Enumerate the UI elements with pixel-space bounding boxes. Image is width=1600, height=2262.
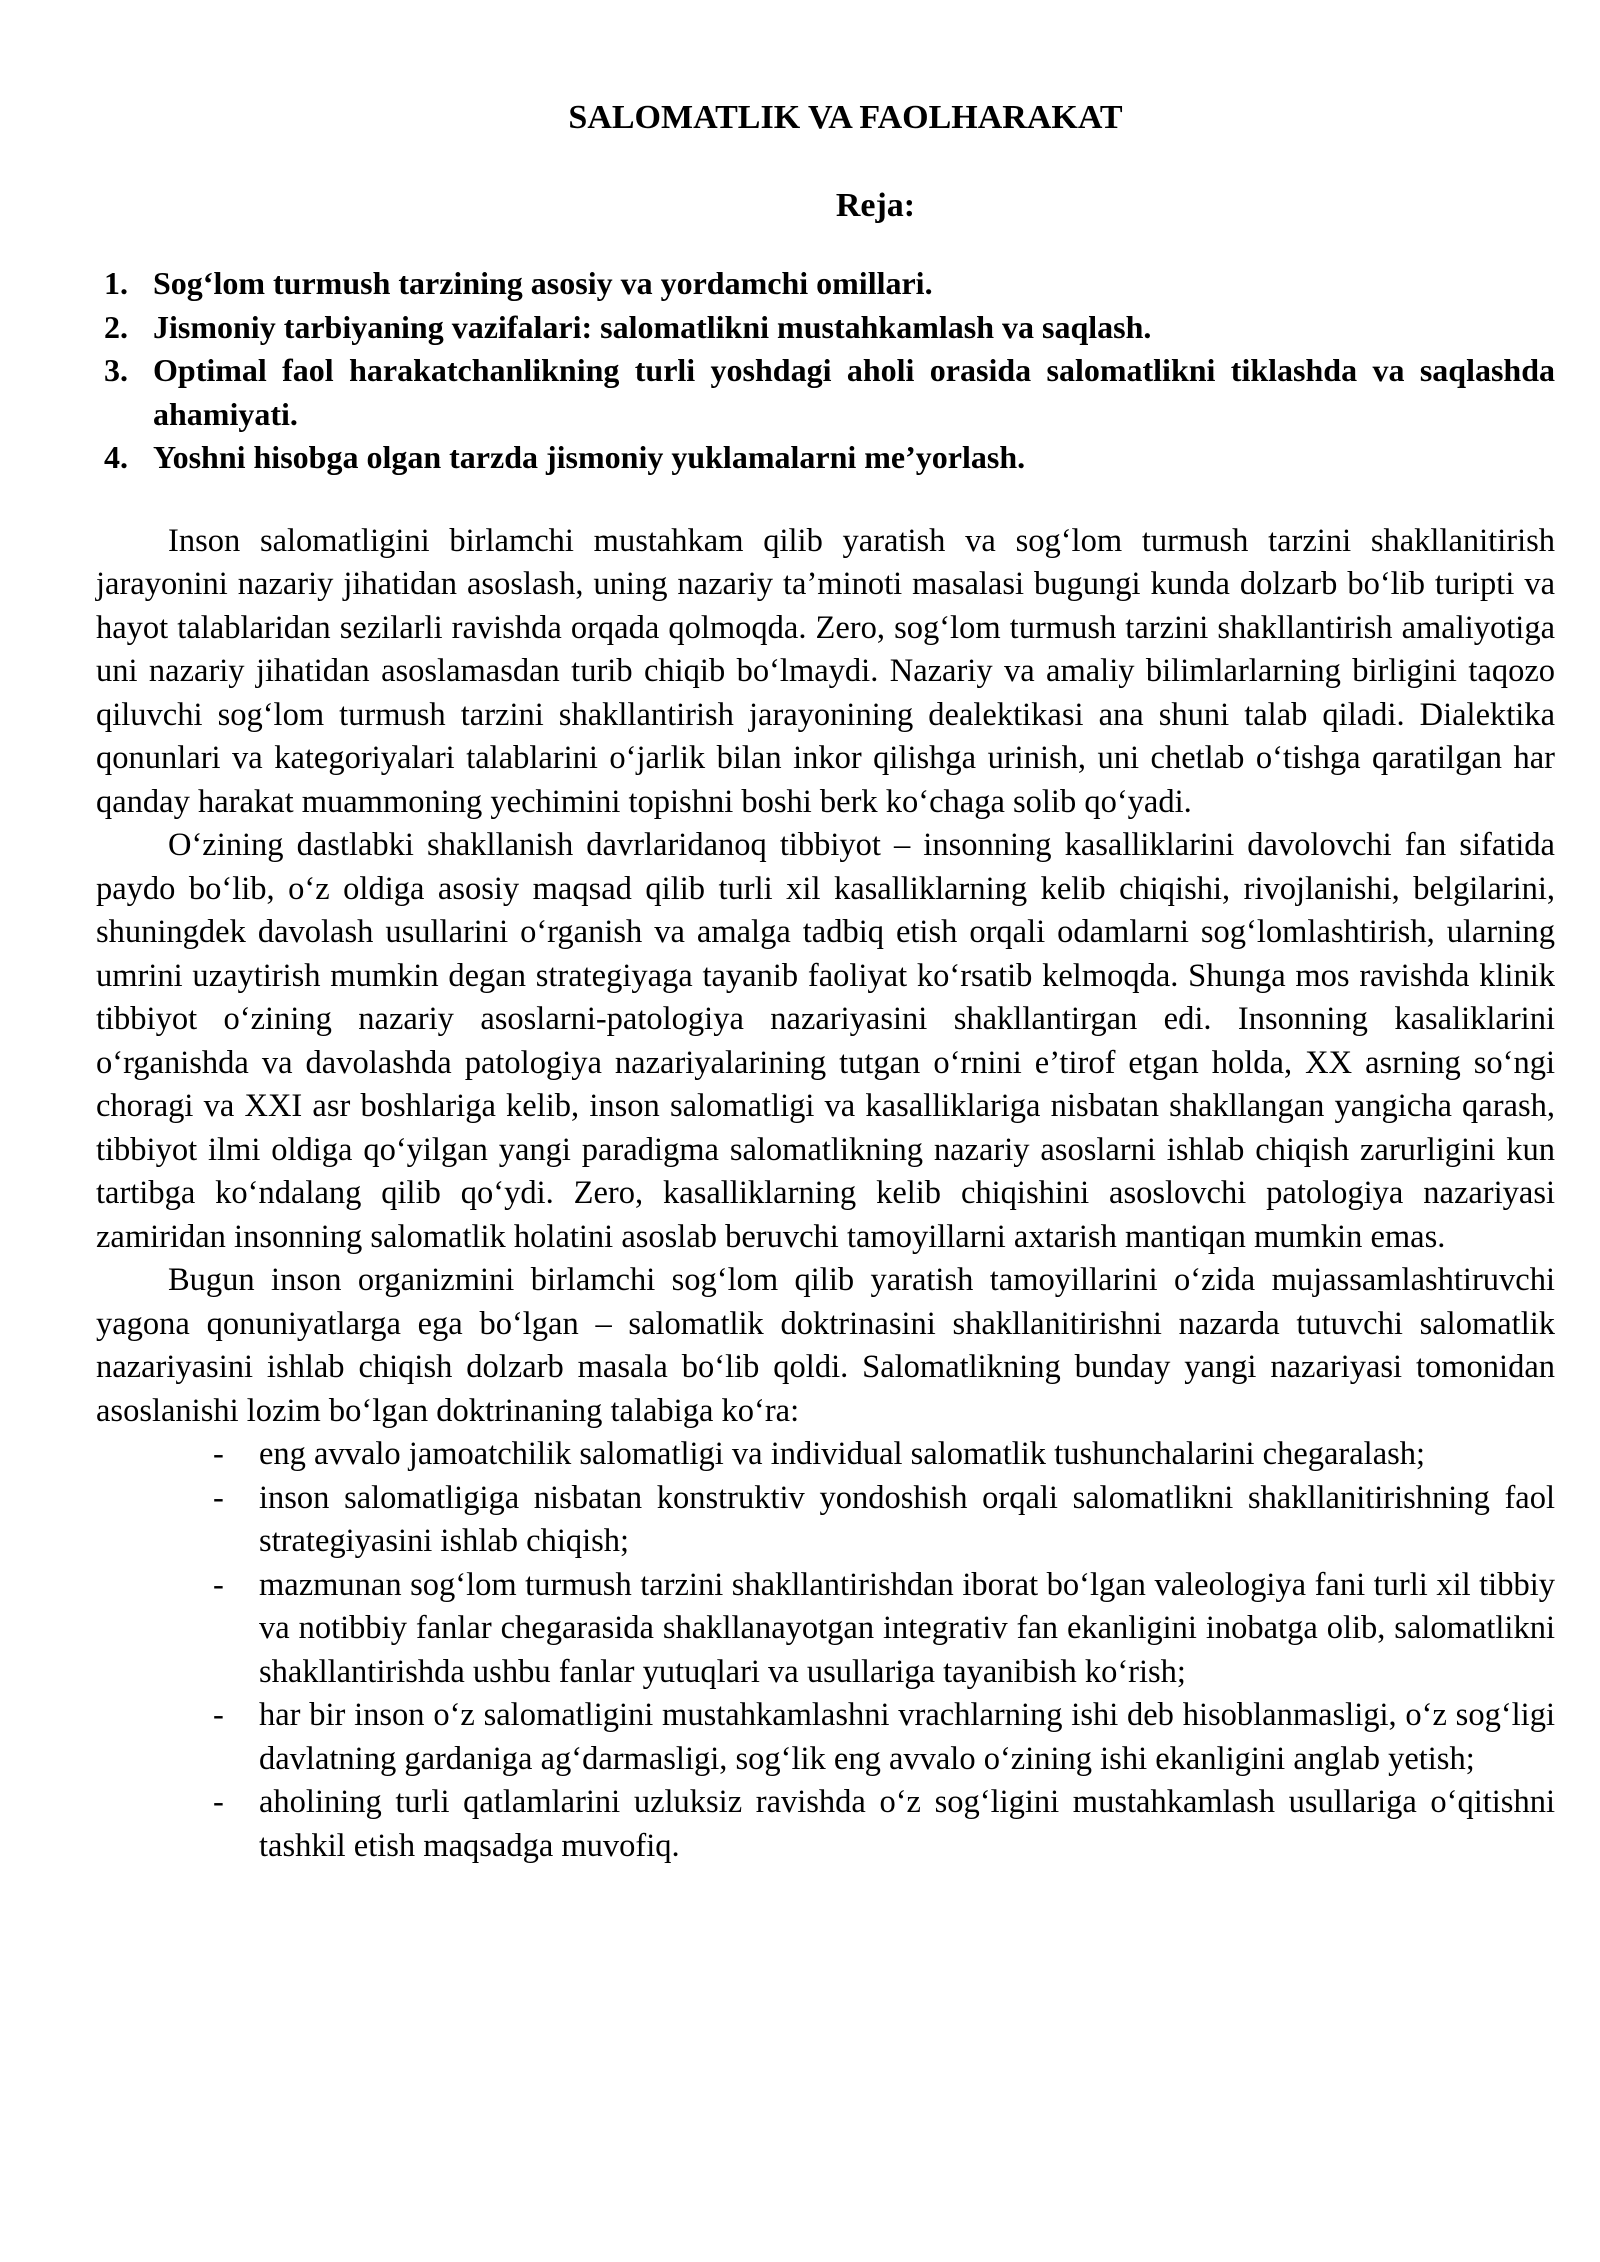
dash-bullet: - xyxy=(213,1784,224,1820)
list-item-text: har bir inson o‘z salomatligini mustahkamlashni vrachlarning ishi deb hisoblanmasligi, o‘z sog‘ligi davlatning gardaniga ag‘darmasligi, sog‘lik eng avvalo o‘zining ishi ekanligini anglab yetish; xyxy=(259,1697,1555,1777)
paragraph: Inson salomatligini birlamchi mustahkam qilib yaratish va sog‘lom turmush tarzini shakllanitirish jarayonini nazariy jihatidan asoslash, uning nazariy ta’minoti masalasi bugungi kunda dolzarb bo‘lib turipti va hayot talablaridan sezilarli ravishda orqada qolmoqda. Zero, sog‘lom turmush tarzini shakllantirish amaliyotiga uni nazariy jihatidan asoslamasdan turib chiqib bo‘lmaydi. Nazariy va amaliy bilimlarlarning birligini taqozo qiluvchi sog‘lom turmush tarzini shakllantirish jarayonining dealektikasi ana shuni talab qiladi. Dialektika qonunlari va kategoriyalari talablarini o‘jarlik bilan inkor qilishga urinish, uni chetlab o‘tishga qaratilgan har qanday harakat muammoning yechimini topishni boshi berk ko‘chaga solib qo‘yadi. xyxy=(96,522,1555,820)
list-item xyxy=(96,1433,1555,1477)
plan-list xyxy=(96,262,1555,480)
list-item-text: eng avvalo jamoatchilik salomatligi va individual salomatlik tushunchalarini chegaralash; xyxy=(259,1436,1426,1472)
plan-heading: Reja: xyxy=(835,187,916,224)
dash-bullet: - xyxy=(213,1697,224,1733)
plan-item xyxy=(96,349,1555,436)
plan-item-text: Yoshni hisobga olgan tarzda jismoniy yuklamalarni me’yorlash. xyxy=(153,439,1026,475)
list-item xyxy=(96,1694,1555,1781)
plan-item-text: Sog‘lom turmush tarzining asosiy va yordamchi omillari. xyxy=(153,265,933,301)
dash-bullet: - xyxy=(213,1479,224,1516)
list-item-text: inson salomatligiga nisbatan konstruktiv yondoshish orqali salomatlikni shakllanitirishning faol strategiyasini ishlab chiqish; xyxy=(259,1479,1555,1559)
list-item xyxy=(96,1564,1555,1695)
plan-item xyxy=(96,436,1555,480)
plan-item-number: 3. xyxy=(104,352,128,388)
list-item xyxy=(96,1781,1555,1868)
plan-item-text: Jismoniy tarbiyaning vazifalari: salomatlikni mustahkamlash va saqlash. xyxy=(153,308,1152,345)
plan-item-number: 4. xyxy=(104,439,128,475)
requirements-list xyxy=(96,1433,1555,1868)
document-title: SALOMATLIK VA FAOLHARAKAT xyxy=(568,99,1123,136)
body-text xyxy=(96,520,1555,1869)
document-page xyxy=(96,96,1555,1868)
plan-item-number: 1. xyxy=(104,265,128,301)
plan-item xyxy=(96,306,1555,350)
paragraph: Bugun inson organizmini birlamchi sog‘lom qilib yaratish tamoyillarini o‘zida mujassamlashtiruvchi yagona qonuniyatlarga ega bo‘lgan – salomatlik doktrinasini shakllanitirishni nazarda tutuvchi salomatlik nazariyasini ishlab chiqish dolzarb masala bo‘lib qoldi. Salomatlikning bunday yangi nazariyasi tomonidan asoslanishi lozim bo‘lgan doktrinaning talabiga ko‘ra: xyxy=(96,1262,1555,1429)
plan-item xyxy=(96,262,1555,306)
plan-item-text: Optimal faol harakatchanlikning turli yoshdagi aholi orasida salomatlikni tiklashda va saqlashda ahamiyati. xyxy=(153,352,1555,432)
list-item-text: mazmunan sog‘lom turmush tarzini shakllantirishdan iborat bo‘lgan valeologiya fani turli xil tibbiy va notibbiy fanlar chegarasida shakllanayotgan integrativ fan ekanligini inobatga olib, salomatlikni shakllantirishda ushbu fanlar yutuqlari va usullariga tayanibish ko‘rish; xyxy=(259,1566,1555,1690)
plan-item-number: 2. xyxy=(104,308,128,345)
dash-bullet: - xyxy=(213,1436,224,1472)
list-item-text: aholining turli qatlamlarini uzluksiz ravishda o‘z sog‘ligini mustahkamlash usullariga o‘qitishni tashkil etish maqsadga muvofiq. xyxy=(259,1784,1555,1864)
dash-bullet: - xyxy=(213,1566,224,1603)
paragraph: O‘zining dastlabki shakllanish davrlaridanoq tibbiyot – insonning kasalliklarini davolovchi fan sifatida paydo bo‘lib, o‘z oldiga asosiy maqsad qilib turli xil kasalliklarning kelib chiqishi, rivojlanishi, belgilarini, shuningdek davolash usullarini o‘rganish va amalga tadbiq etish orqali odamlarni sog‘lomlashtirish, ularning umrini uzaytirish mumkin degan strategiyaga tayanib faoliyat ko‘rsatib kelmoqda. Shunga mos ravishda klinik tibbiyot o‘zining nazariy asoslarni-patologiya nazariyasini shakllantirgan edi. Insonning kasaliklarini o‘rganishda va davolashda patologiya nazariyalarining tutgan o‘rnini e’tirof etgan holda, XX asrning so‘ngi choragi va XXI asr boshlariga kelib, inson salomatligi va kasalliklariga nisbatan shakllangan yangicha qarash, tibbiyot ilmi oldiga qo‘yilgan yangi paradigma salomatlikning nazariy asoslarni ishlab chiqish zarurligini kun tartibga ko‘ndalang qilib qo‘ydi. Zero, kasalliklarning kelib chiqishini asoslovchi patologiya nazariyasi zamiridan insonning salomatlik holatini asoslab beruvchi tamoyillarni axtarish mantiqan mumkin emas. xyxy=(96,827,1555,1255)
list-item xyxy=(96,1477,1555,1564)
